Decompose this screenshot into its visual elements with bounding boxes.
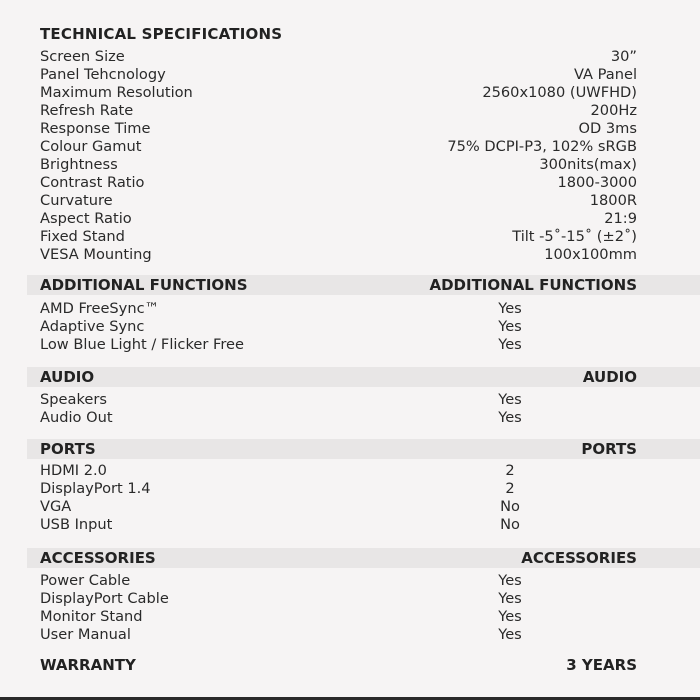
spec-label: Fixed Stand	[40, 228, 125, 245]
spec-label: Response Time	[40, 120, 151, 137]
section-title: ADDITIONAL FUNCTIONS	[40, 276, 248, 294]
spec-label: Panel Tehcnology	[40, 66, 166, 83]
item-value: Yes	[498, 336, 522, 353]
item-label: Adaptive Sync	[40, 318, 145, 335]
item-value: Yes	[498, 300, 522, 317]
spec-label: Colour Gamut	[40, 138, 142, 155]
spec-label: Maximum Resolution	[40, 84, 193, 101]
item-label: DisplayPort Cable	[40, 590, 169, 607]
spec-row-contrast-ratio	[40, 174, 637, 192]
list-item-adaptive-sync	[40, 318, 637, 336]
spec-row-refresh-rate	[40, 102, 637, 120]
spec-row-screen-size	[40, 48, 637, 66]
section-title-right: ADDITIONAL FUNCTIONS	[429, 276, 637, 294]
section-title: PORTS	[40, 440, 96, 458]
item-label: Audio Out	[40, 409, 113, 426]
spec-label: Screen Size	[40, 48, 125, 65]
item-label: Low Blue Light / Flicker Free	[40, 336, 244, 353]
section-title: ACCESSORIES	[40, 549, 156, 567]
spec-label: Contrast Ratio	[40, 174, 145, 191]
item-value: Yes	[498, 626, 522, 643]
spec-row-colour-gamut	[40, 138, 637, 156]
item-value: Yes	[498, 608, 522, 625]
list-item-displayport	[40, 480, 637, 498]
spec-row-brightness	[40, 156, 637, 174]
section-title: AUDIO	[40, 368, 95, 386]
audio-list	[40, 391, 637, 427]
additional-functions-list	[40, 300, 637, 354]
item-label: Monitor Stand	[40, 608, 143, 625]
list-item-usb-input	[40, 516, 637, 534]
section-title-right: ACCESSORIES	[521, 549, 637, 567]
spec-value: 1800R	[589, 192, 637, 209]
section-header-additional-functions	[27, 275, 700, 295]
item-value: No	[500, 516, 520, 533]
spec-label: Brightness	[40, 156, 118, 173]
spec-value: 1800-3000	[557, 174, 637, 191]
warranty-value: 3 YEARS	[566, 656, 637, 674]
item-label: AMD FreeSync™	[40, 300, 160, 317]
list-item-speakers	[40, 391, 637, 409]
spec-value: 30”	[610, 48, 637, 65]
spec-value: VA Panel	[573, 66, 637, 83]
spec-value: 300nits(max)	[539, 156, 637, 173]
list-item-audio-out	[40, 409, 637, 427]
spec-row-curvature	[40, 192, 637, 210]
list-item-monitor-stand	[40, 608, 637, 626]
spec-row-aspect-ratio	[40, 210, 637, 228]
warranty-row	[40, 655, 637, 675]
spec-value: 75% DCPI-P3, 102% sRGB	[447, 138, 637, 155]
item-value: Yes	[498, 318, 522, 335]
list-item-power-cable	[40, 572, 637, 590]
item-value: 2	[505, 480, 515, 497]
spec-value: OD 3ms	[578, 120, 637, 137]
spec-label: VESA Mounting	[40, 246, 152, 263]
spec-row-response-time	[40, 120, 637, 138]
section-header-accessories	[27, 548, 700, 568]
spec-value: Tilt -5˚-15˚ (±2˚)	[512, 228, 637, 245]
spec-list	[40, 48, 637, 264]
spec-value: 200Hz	[590, 102, 637, 119]
item-value: Yes	[498, 572, 522, 589]
spec-value: 100x100mm	[544, 246, 637, 263]
item-value: No	[500, 498, 520, 515]
list-item-vga	[40, 498, 637, 516]
section-header-ports	[27, 439, 700, 459]
list-item-low-blue-light	[40, 336, 637, 354]
item-label: Speakers	[40, 391, 107, 408]
list-item-displayport-cable	[40, 590, 637, 608]
section-title-right: PORTS	[581, 440, 637, 458]
spec-label: Curvature	[40, 192, 113, 209]
accessories-list	[40, 572, 637, 644]
item-label: USB Input	[40, 516, 113, 533]
item-label: HDMI 2.0	[40, 462, 107, 479]
list-item-user-manual	[40, 626, 637, 644]
item-label: User Manual	[40, 626, 131, 643]
list-item-amd-freesync	[40, 300, 637, 318]
item-value: Yes	[498, 590, 522, 607]
warranty-label: WARRANTY	[40, 656, 136, 674]
spec-value: 21:9	[604, 210, 637, 227]
spec-row-max-resolution	[40, 84, 637, 102]
spec-label: Refresh Rate	[40, 102, 134, 119]
spec-label: Aspect Ratio	[40, 210, 132, 227]
item-label: VGA	[40, 498, 72, 515]
item-value: Yes	[498, 391, 522, 408]
spec-row-panel-technology	[40, 66, 637, 84]
page-title: TECHNICAL SPECIFICATIONS	[40, 25, 283, 43]
item-label: DisplayPort 1.4	[40, 480, 151, 497]
spec-value: 2560x1080 (UWFHD)	[482, 84, 637, 101]
item-label: Power Cable	[40, 572, 131, 589]
ports-list	[40, 462, 637, 534]
section-header-audio	[27, 367, 700, 387]
list-item-hdmi	[40, 462, 637, 480]
item-value: 2	[505, 462, 515, 479]
item-value: Yes	[498, 409, 522, 426]
section-title-right: AUDIO	[582, 368, 637, 386]
spec-row-vesa-mounting	[40, 246, 637, 264]
spec-row-fixed-stand	[40, 228, 637, 246]
